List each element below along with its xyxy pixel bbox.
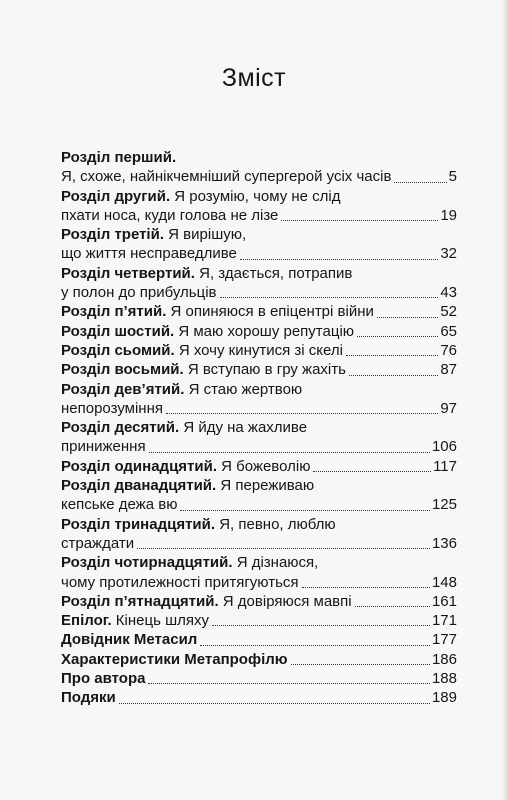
toc-entry-subtitle: Я йду на жахливе (179, 419, 308, 437)
dot-leader (355, 606, 430, 607)
toc-line-text (61, 437, 146, 456)
toc-entry (61, 225, 457, 264)
dot-leader (180, 510, 430, 511)
toc-entry-title: Розділ дванадцятий. (61, 477, 217, 495)
toc-line (61, 148, 457, 167)
toc-line-text (61, 302, 374, 321)
dot-leader (346, 355, 438, 356)
toc-entry-title: Розділ одинадцятий. (61, 457, 217, 475)
toc-line-text (61, 553, 318, 572)
toc-line (61, 592, 457, 611)
toc-entry-subtitle: що життя несправедливе (61, 245, 237, 263)
toc-page-number: 43 (440, 284, 457, 302)
toc-entry (61, 476, 457, 515)
toc-line (61, 573, 457, 592)
toc-line (61, 553, 457, 572)
dot-leader (137, 548, 430, 549)
toc-line (61, 360, 457, 379)
toc-line (61, 322, 457, 341)
toc-line (61, 399, 457, 418)
toc-page-number: 189 (431, 689, 457, 707)
dot-leader (394, 182, 446, 183)
toc-page-number: 177 (431, 631, 457, 649)
toc-line-text (61, 630, 197, 649)
toc-line-text (61, 573, 299, 592)
toc-entry (61, 380, 457, 419)
dot-leader (166, 413, 438, 414)
toc-entry-title: Епілог. (61, 612, 112, 630)
toc-line (61, 187, 457, 206)
toc-entry-title: Розділ десятий. (61, 419, 180, 437)
toc-entry-title: Розділ восьмий. (61, 361, 184, 379)
toc-line (61, 380, 457, 399)
toc-entry (61, 688, 457, 707)
toc-entry-title: Розділ перший. (61, 149, 177, 166)
dot-leader (349, 375, 438, 376)
toc-entry (61, 148, 457, 187)
toc-entry-title: Про автора (61, 670, 146, 688)
toc-page-number: 188 (431, 670, 457, 688)
toc-entry-subtitle: Я переживаю (216, 477, 315, 495)
toc-line-text (61, 264, 352, 283)
dot-leader (357, 336, 438, 337)
toc-entry-title: Розділ п’ятнадцятий. (61, 592, 219, 610)
toc-entry (61, 630, 457, 649)
toc-line-text (61, 399, 163, 418)
toc-line-text (61, 515, 336, 534)
toc-line-text (61, 283, 217, 302)
toc-page-number: 19 (440, 206, 457, 224)
toc-line-text (61, 418, 307, 437)
dot-leader (148, 683, 430, 684)
toc-entry-subtitle: Я вступаю в гру жахіть (183, 361, 346, 379)
toc-entry (61, 553, 457, 592)
toc-entry-title: Розділ дев’ятий. (61, 380, 185, 398)
toc-line-text (61, 476, 314, 495)
toc-line (61, 515, 457, 534)
toc-entry-subtitle: у полон до прибульців (61, 284, 217, 302)
toc-entry-subtitle: кепське дежа вю (61, 496, 178, 514)
toc-entry-subtitle: Я вирішую, (164, 226, 247, 244)
toc-line (61, 437, 457, 456)
toc-line (61, 283, 457, 302)
toc-entry-subtitle: Я стаю жертвою (184, 380, 303, 398)
toc-entry-title: Розділ сьомий. (61, 341, 175, 359)
toc-entry-subtitle: пхати носа, куди голова не лізе (61, 206, 279, 224)
toc-entry (61, 360, 457, 379)
toc-entry-subtitle: Я, певно, люблю (215, 515, 336, 533)
toc-line-text (61, 244, 237, 263)
toc-entry (61, 341, 457, 360)
toc-line (61, 495, 457, 514)
toc-entry-title: Характеристики Метапрофілю (61, 650, 288, 668)
toc-line-text (61, 206, 278, 225)
toc-entry-subtitle: Я, здається, потрапив (194, 264, 353, 282)
toc-page-number: 5 (448, 168, 457, 186)
toc-line (61, 476, 457, 495)
toc-page-number: 76 (440, 341, 457, 359)
toc-entry-subtitle: Я маю хорошу репутацію (174, 322, 355, 340)
toc-page-number: 171 (431, 612, 457, 630)
toc-entry-subtitle: Я божеволію (217, 457, 311, 475)
toc-entry (61, 302, 457, 321)
dot-leader (200, 645, 430, 646)
toc-line (61, 167, 457, 186)
toc-entry (61, 669, 457, 688)
toc-line (61, 650, 457, 669)
toc-line-text (61, 611, 209, 630)
toc-entry (61, 515, 457, 554)
toc-page-number: 97 (440, 399, 457, 417)
toc-entry-subtitle: страждати (61, 534, 135, 552)
toc-entry (61, 650, 457, 669)
toc-line (61, 206, 457, 225)
toc-line-text (61, 650, 288, 669)
toc-line (61, 302, 457, 321)
toc-page-number: 87 (440, 361, 457, 379)
toc-entry-title: Розділ тринадцятий. (61, 515, 216, 533)
toc-page-number: 148 (431, 573, 457, 591)
toc-page-number: 161 (431, 592, 457, 610)
dot-leader (240, 259, 438, 260)
page-edge-shadow (502, 0, 508, 800)
table-of-contents (61, 148, 457, 708)
dot-leader (212, 625, 430, 626)
toc-line (61, 611, 457, 630)
toc-line-text (61, 341, 343, 360)
dot-leader (281, 220, 438, 221)
toc-line (61, 225, 457, 244)
dot-leader (302, 587, 430, 588)
toc-entry-title: Довідник Метасил (61, 631, 198, 649)
toc-page-number: 52 (440, 303, 457, 321)
toc-page-number: 65 (440, 322, 457, 340)
toc-entry-subtitle: приниження (61, 438, 146, 456)
toc-entry-subtitle: Я розумію, чому не слід (170, 187, 341, 205)
toc-line (61, 669, 457, 688)
toc-entry-title: Розділ четвертий. (61, 264, 195, 282)
toc-line-text (61, 360, 346, 379)
toc-entry-title: Розділ шостий. (61, 322, 175, 340)
toc-entry (61, 418, 457, 457)
toc-line-text (61, 669, 145, 688)
toc-entry-subtitle: Я дізнаюся, (232, 554, 319, 572)
toc-page-number: 32 (440, 245, 457, 263)
toc-line (61, 244, 457, 263)
toc-line-text (61, 225, 246, 244)
toc-entry-title: Розділ другий. (61, 187, 171, 205)
dot-leader (119, 703, 430, 704)
toc-entry (61, 264, 457, 303)
dot-leader (149, 452, 430, 453)
toc-entry-title: Розділ третій. (61, 226, 164, 244)
toc-line-text (61, 322, 354, 341)
toc-entry-subtitle: непорозуміння (61, 399, 163, 417)
toc-entry (61, 592, 457, 611)
dot-leader (377, 317, 438, 318)
toc-entry-title: Розділ п’ятий. (61, 303, 167, 321)
dot-leader (291, 664, 430, 665)
toc-page-number: 186 (431, 650, 457, 668)
toc-page-number: 136 (431, 534, 457, 552)
toc-entry-title: Подяки (61, 689, 116, 707)
toc-entry (61, 457, 457, 476)
toc-line (61, 688, 457, 707)
toc-page-number: 117 (433, 457, 457, 475)
toc-line (61, 418, 457, 437)
toc-entry-subtitle: Я довіряюся мавпі (218, 592, 352, 610)
toc-entry-subtitle: чому протилежності притягуються (61, 573, 299, 591)
toc-line (61, 341, 457, 360)
toc-line-text (61, 688, 116, 707)
toc-line (61, 630, 457, 649)
toc-entry (61, 187, 457, 226)
toc-line-text (61, 380, 302, 399)
toc-entry (61, 611, 457, 630)
toc-entry-subtitle: Я хочу кинутися зі скелі (174, 341, 343, 359)
toc-line (61, 457, 457, 476)
toc-line-text (61, 148, 176, 167)
page-title: Зміст (221, 64, 287, 92)
toc-page-number: 125 (431, 496, 457, 514)
toc-entry-subtitle: Я, схоже, найнікчемніший супергерой усіх часів (61, 168, 392, 186)
dot-leader (220, 297, 439, 298)
toc-entry-subtitle: Кінець шляху (111, 612, 209, 630)
toc-line-text (61, 592, 352, 611)
toc-page-number: 106 (431, 438, 457, 456)
toc-line-text (61, 534, 134, 553)
dot-leader (313, 471, 431, 472)
toc-line-text (61, 457, 310, 476)
toc-entry-subtitle: Я опиняюся в епіцентрі війни (166, 303, 374, 321)
toc-line-text (61, 167, 391, 186)
toc-entry (61, 322, 457, 341)
toc-entry-title: Розділ чотирнадцятий. (61, 554, 233, 572)
toc-line (61, 534, 457, 553)
toc-line (61, 264, 457, 283)
toc-line-text (61, 187, 341, 206)
toc-line-text (61, 495, 177, 514)
